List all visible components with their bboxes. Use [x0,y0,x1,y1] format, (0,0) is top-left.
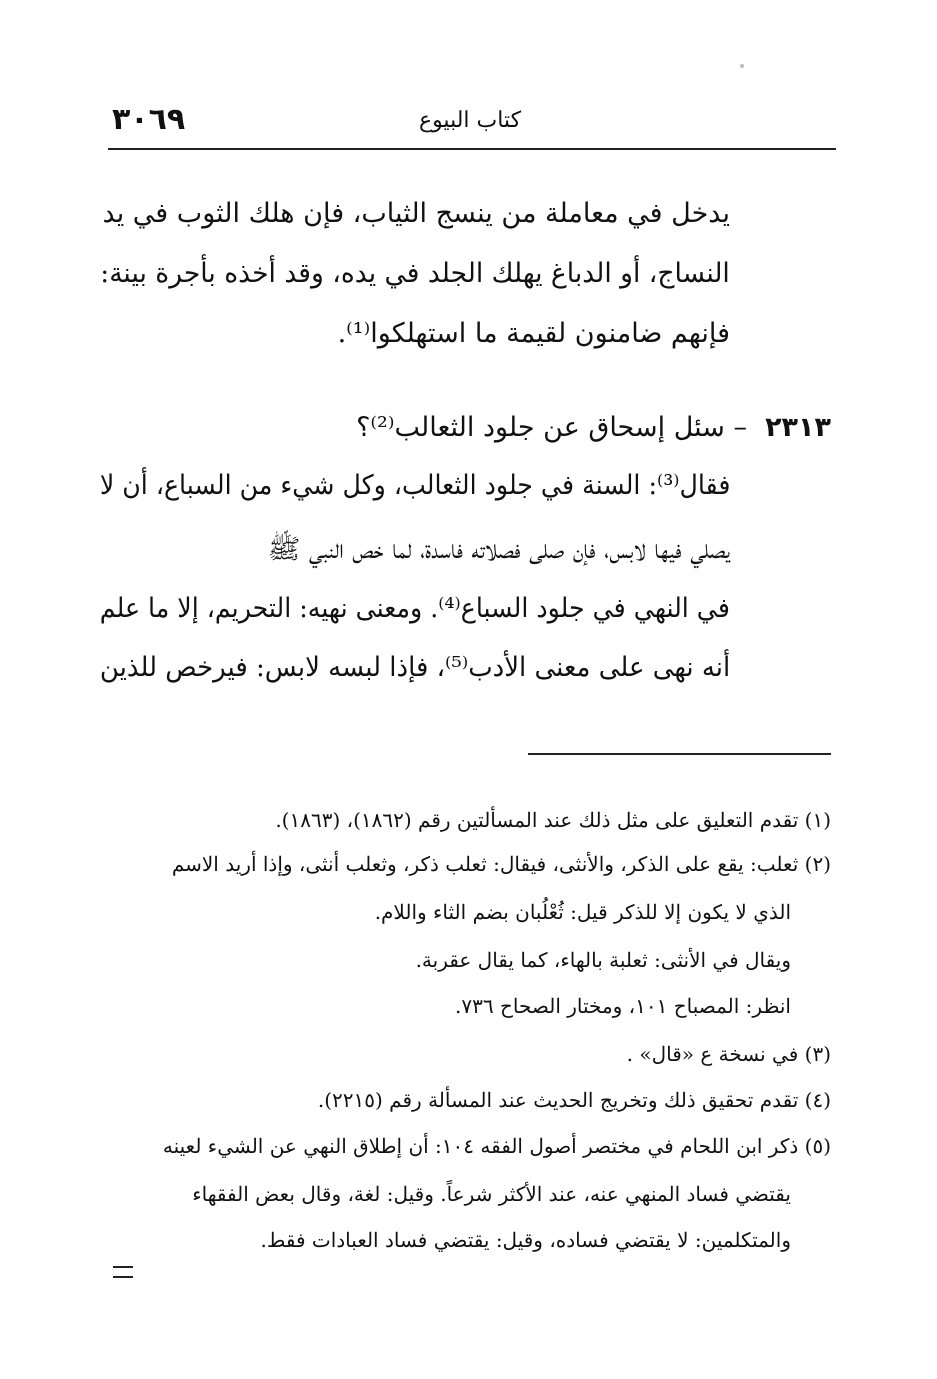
running-header-title: كتاب البيوع [418,108,522,133]
footnote-4: (٤) تقدم تحقيق ذلك وتخريج الحديث عند المسألة رقم (٢٢١٥). [317,1088,831,1112]
footnote-1: (١) تقدم التعليق على مثل ذلك عند المسألتين رقم (١٨٦٢)، (١٨٦٣). [275,808,831,832]
body-line-1: يدخل في معاملة من ينسج الثياب، فإن هلك الثوب في يد [102,198,730,229]
answer-line-1: فقال⁽³⁾: السنة في جلود الثعالب، وكل شيء من السباع، أن لا [99,470,730,501]
issue-number: ٢٣١٣ [765,412,831,443]
footnote-2-cont-3: انظر: المصباح ١٠١، ومختار الصحاح ٧٣٦. [455,994,791,1018]
page-number: ٣٠٦٩ [112,102,186,137]
footnote-5-cont-1: يقتضي فساد المنهي عنه، عند الأكثر شرعاً. وقيل: لغة، وقال بعض الفقهاء [192,1182,791,1206]
footnote-separator [528,753,831,755]
footnote-2-cont-2: ويقال في الأنثى: ثعلبة بالهاء، كما يقال عقربة. [415,948,791,972]
footnote-5: (٥) ذكر ابن اللحام في مختصر أصول الفقه ١٠٤: أن إطلاق النهي عن الشيء لعينه [162,1134,831,1158]
footnote-3: (٣) في نسخة ع «قال» . [626,1042,831,1066]
header-rule [108,148,836,150]
scan-speck [740,64,744,68]
issue-question: – سئل إسحاق عن جلود الثعالب⁽²⁾؟ [356,412,747,443]
continuation-mark [113,1266,133,1278]
answer-line-2: يصلي فيها لابس، فإن صلى فصلاته فاسدة، لما خص النبي ﷺ [267,534,730,565]
footnote-2: (٢) ثعلب: يقع على الذكر، والأنثى، فيقال: ثعلب ذكر، وثعلب أنثى، وإذا أريد الاسم [171,852,831,876]
body-line-3: فإنهم ضامنون لقيمة ما استهلكوا⁽¹⁾. [337,318,730,349]
footnote-2-cont-1: الذي لا يكون إلا للذكر قيل: ثُعْلُبان بضم الثاء واللام. [374,900,791,924]
body-line-2: النساج، أو الدباغ يهلك الجلد في يده، وقد أخذه بأجرة بينة: [100,258,730,289]
footnote-5-cont-2: والمتكلمين: لا يقتضي فساده، وقيل: يقتضي فساد العبادات فقط. [260,1228,791,1252]
answer-line-4: أنه نهى على معنى الأدب⁽⁵⁾، فإذا لبسه لابس: فيرخص للذين [99,652,730,683]
answer-line-3: في النهي في جلود السباع⁽⁴⁾. ومعنى نهيه: التحريم، إلا ما علم [99,593,730,624]
